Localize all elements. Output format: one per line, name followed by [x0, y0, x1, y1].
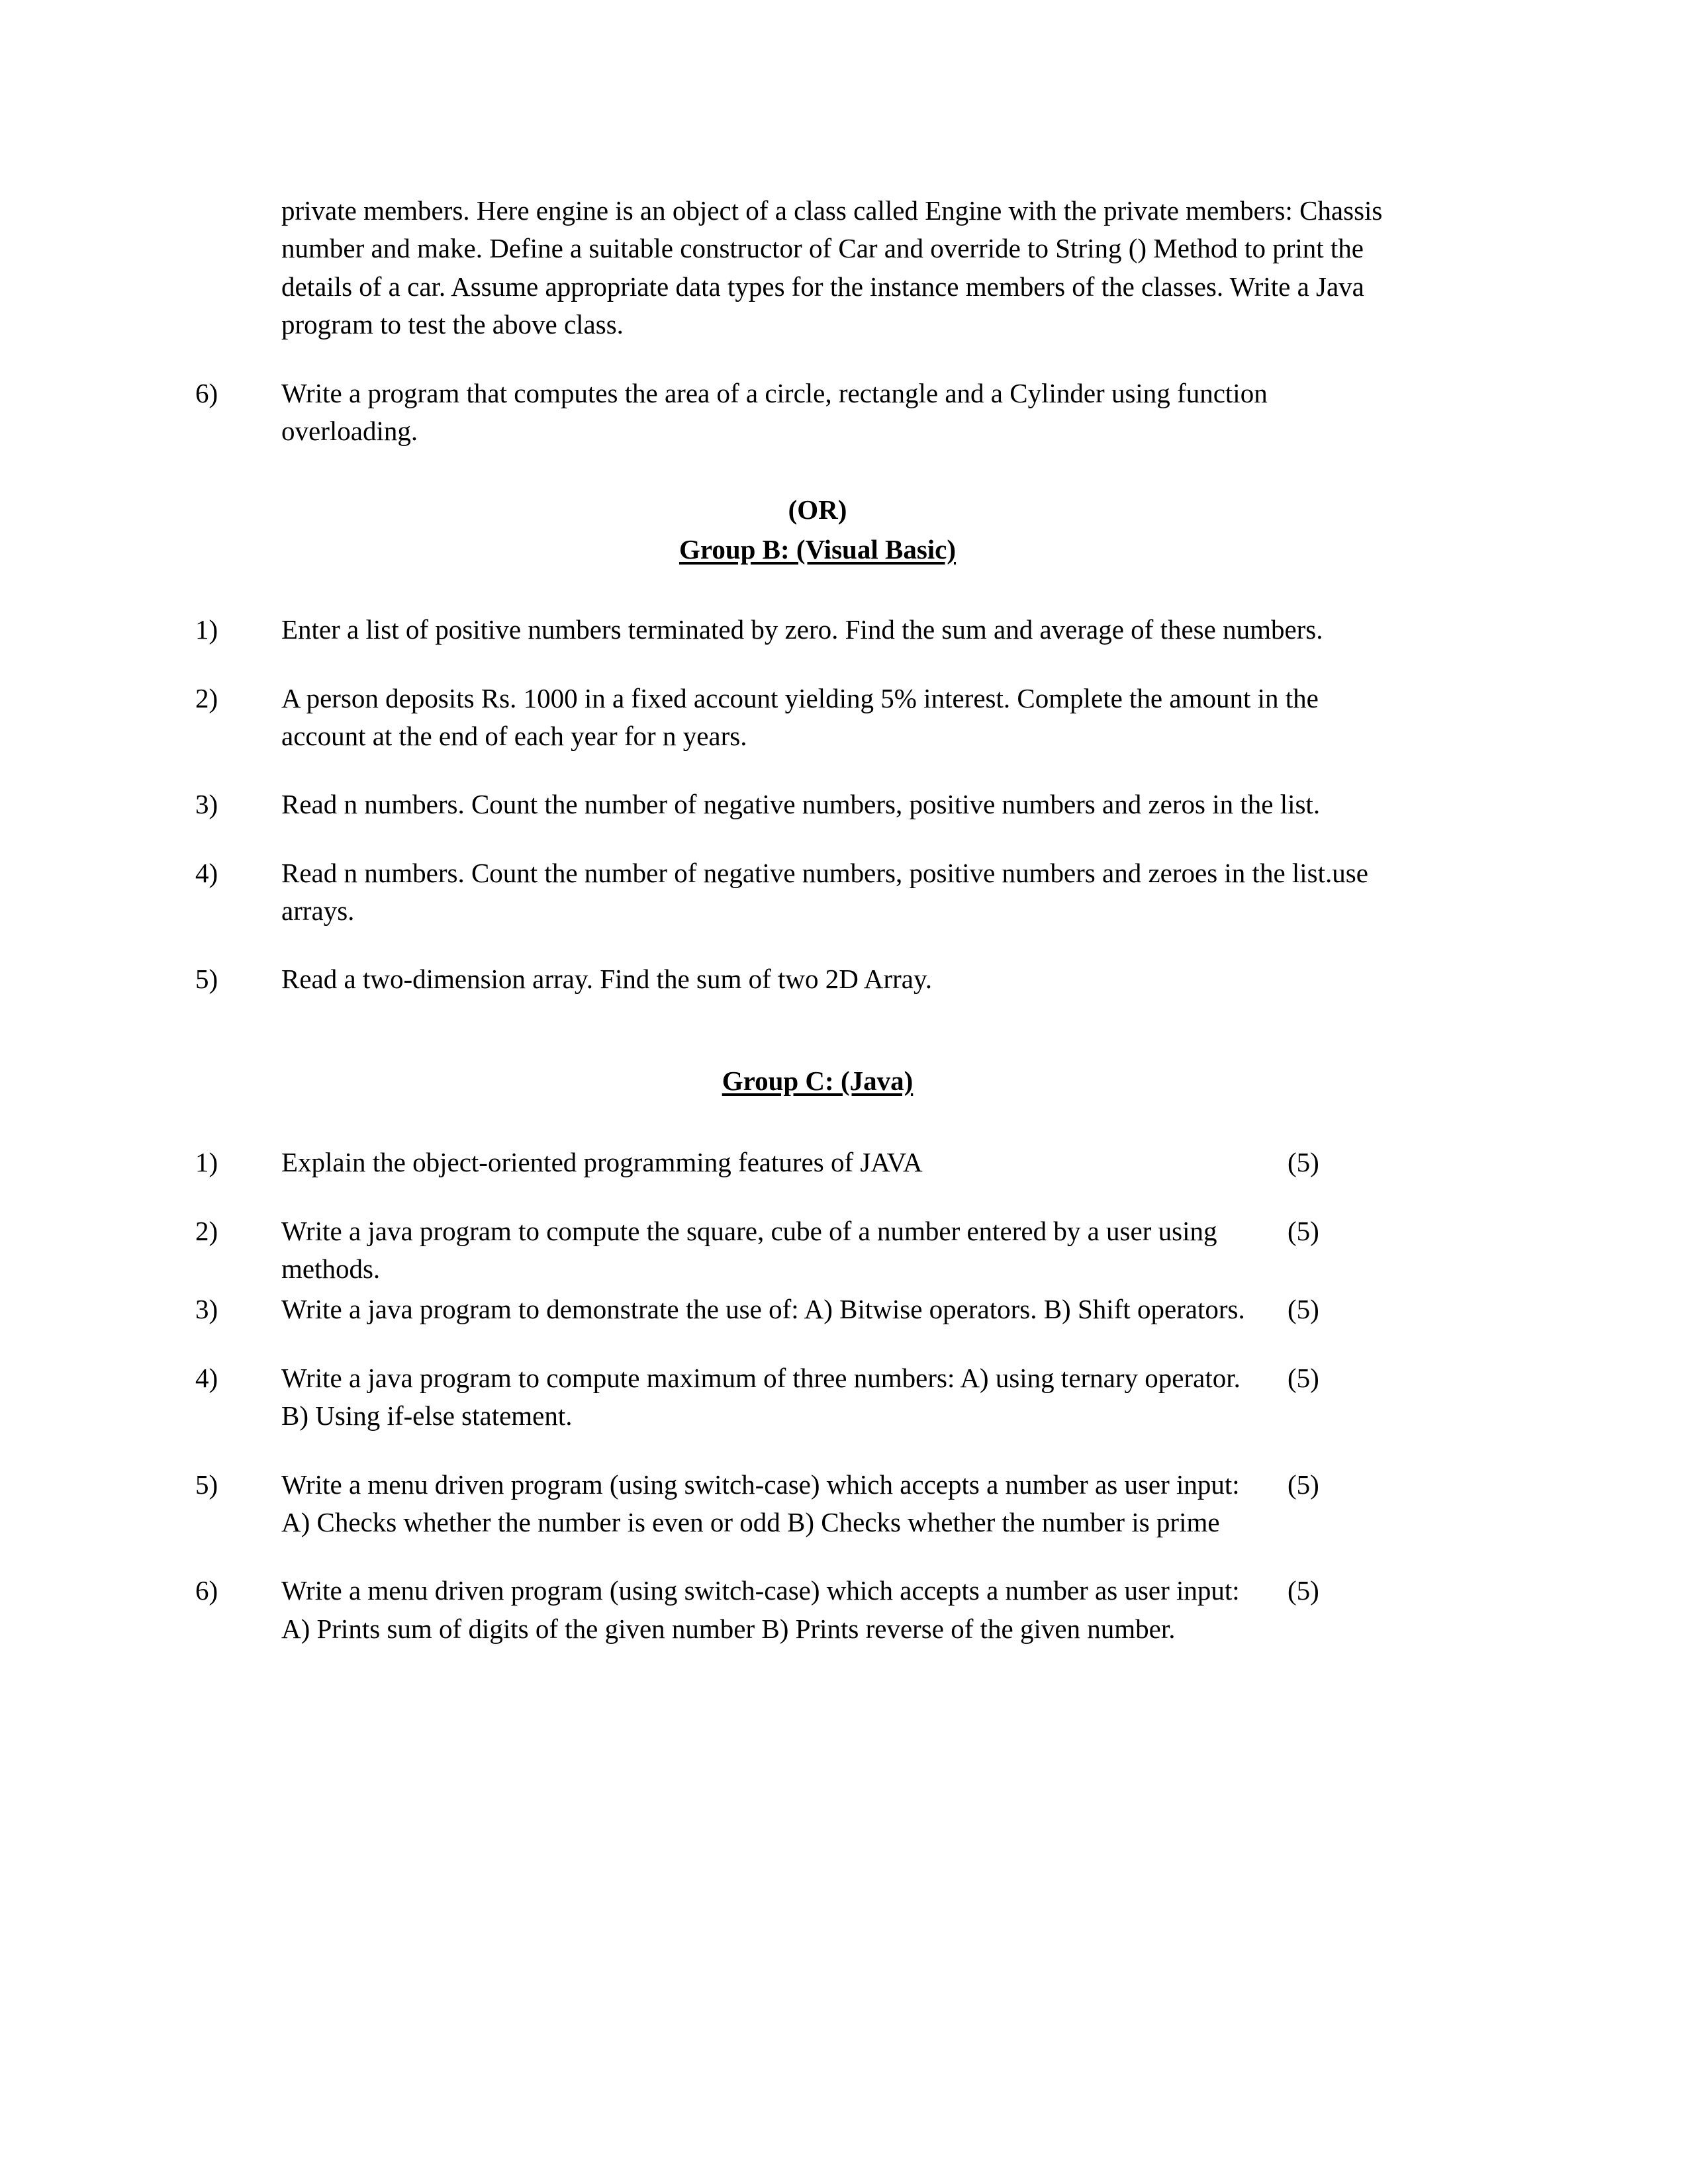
- question-text: Read n numbers. Count the number of negative numbers, positive numbers and zeroes in the list.use arrays.: [281, 857, 1376, 927]
- question-number: 2): [195, 682, 218, 713]
- question-number: 2): [195, 1215, 218, 1246]
- question-marks: (5): [1288, 1294, 1319, 1325]
- question-text: Read a two-dimension array. Find the sum of two 2D Array.: [281, 964, 933, 995]
- question-text: Read n numbers. Count the number of negative numbers, positive numbers and zeros in the list.: [281, 789, 1321, 820]
- question-text: Explain the object-oriented programming features of JAVA: [281, 1147, 923, 1178]
- group-b-heading-label: Group B: (Visual Basic): [679, 533, 957, 565]
- question-number: 3): [195, 789, 218, 820]
- question-row: [195, 611, 1387, 649]
- or-heading-label: (OR): [788, 494, 847, 525]
- continued-paragraph: private members. Here engine is an object of a class called Engine with the private members: Chassis number and make. Define a suitable constructor of Car and override to String () Method to print the details of a car. Assume appropriate data types for the instance members of the classes. Write a Java program to test the above class.: [281, 195, 1383, 340]
- question-row: [195, 375, 1387, 451]
- group-c-heading: [169, 1062, 1466, 1100]
- question-text: Write a java program to demonstrate the use of: A) Bitwise operators. B) Shift operators.: [281, 1294, 1245, 1325]
- question-row: [195, 1359, 1387, 1435]
- question-marks: (5): [1288, 1575, 1319, 1606]
- question-number: 6): [195, 1575, 218, 1606]
- question-marks: (5): [1288, 1215, 1319, 1246]
- question-number: 5): [195, 964, 218, 995]
- question-number: 1): [195, 1147, 218, 1178]
- question-number: 6): [195, 377, 218, 408]
- question-row: [195, 1291, 1387, 1328]
- question-row: [195, 680, 1387, 756]
- question-number: 5): [195, 1469, 218, 1500]
- question-text: Write a java program to compute maximum of three numbers: A) using ternary operator. B) Using if-else statement.: [281, 1362, 1248, 1432]
- question-text: Write a program that computes the area of a circle, rectangle and a Cylinder using function overloading.: [281, 377, 1274, 446]
- question-row: [195, 854, 1387, 931]
- question-marks: (5): [1288, 1469, 1319, 1500]
- group-c-question-list: [195, 1144, 1387, 1648]
- question-text: Write a java program to compute the square, cube of a number entered by a user using methods.: [281, 1215, 1224, 1285]
- question-number: 4): [195, 857, 218, 888]
- question-row: [195, 1466, 1387, 1542]
- question-number: 4): [195, 1362, 218, 1393]
- question-marks: (5): [1288, 1147, 1319, 1178]
- question-row: [195, 1212, 1387, 1289]
- group-c-heading-label: Group C: (Java): [722, 1065, 914, 1096]
- or-heading: [169, 491, 1466, 529]
- question-row: [195, 786, 1387, 823]
- question-row: [195, 1144, 1387, 1181]
- question-number: 3): [195, 1294, 218, 1325]
- question-text: Write a menu driven program (using switch-case) which accepts a number as user input: A) Checks whether the number is even or odd B) Checks whether the number is prime: [281, 1469, 1245, 1537]
- page-content: [195, 192, 1387, 1678]
- question-marks: (5): [1288, 1362, 1319, 1393]
- question-row: [195, 1572, 1387, 1648]
- question-text: Enter a list of positive numbers terminated by zero. Find the sum and average of these numbers.: [281, 614, 1323, 645]
- question-number: 1): [195, 614, 218, 645]
- question-text: A person deposits Rs. 1000 in a fixed account yielding 5% interest. Complete the amount in the account at the end of each year for n years.: [281, 682, 1326, 751]
- question-text: Write a menu driven program (using switch-case) which accepts a number as user input: A) Prints sum of digits of the given number B) Prints reverse of the given number.: [281, 1575, 1252, 1644]
- question-row: [195, 960, 1387, 998]
- group-b-question-list: [195, 611, 1387, 999]
- group-b-heading: [169, 531, 1466, 569]
